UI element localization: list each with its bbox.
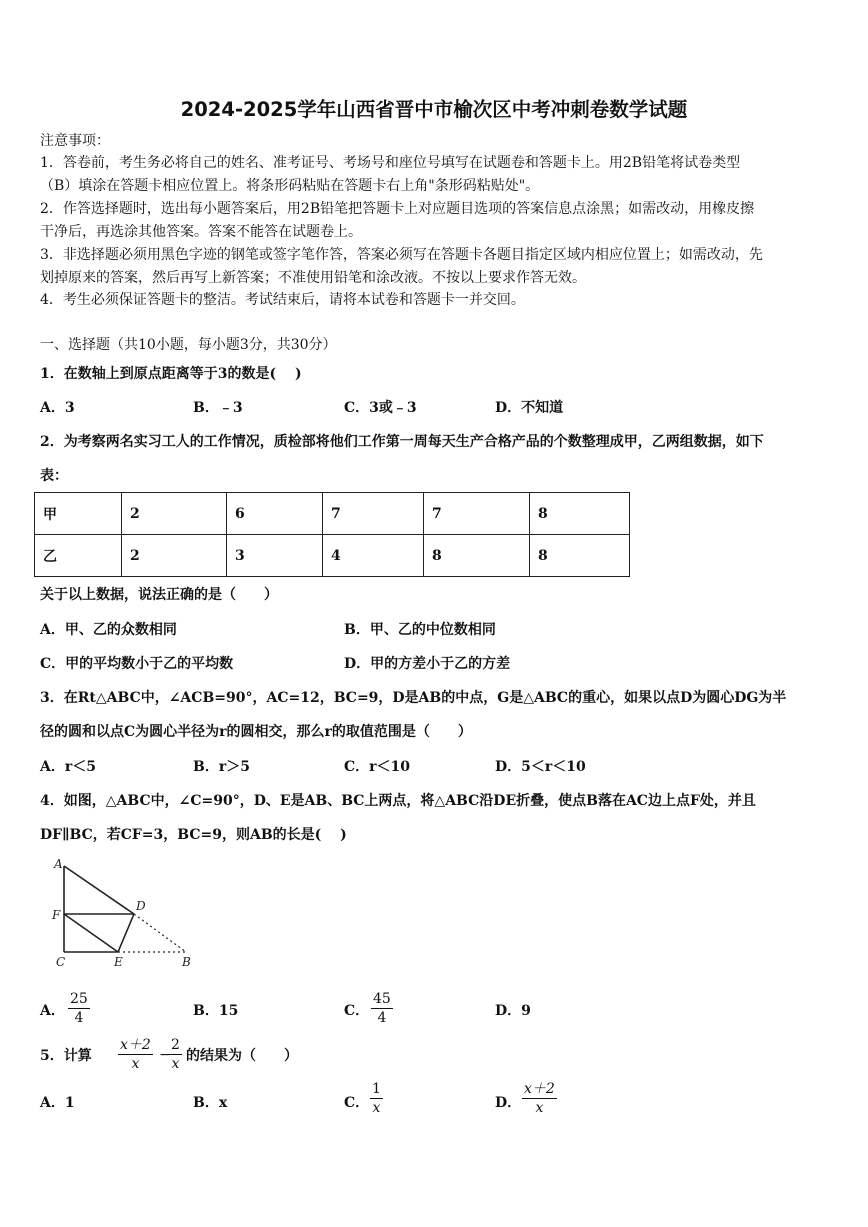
q2-data-table xyxy=(34,492,630,577)
q1-option-c: C．3或﹣3 xyxy=(344,400,417,416)
q5-fraction-2 xyxy=(169,1036,182,1073)
q4-triangle-figure xyxy=(46,856,206,972)
q5-option-d-fraction xyxy=(522,1080,557,1117)
fraction-denominator: 4 xyxy=(377,1010,387,1026)
note-line: 4．考生必须保证答题卡的整洁。考试结束后，请将本试卷和答题卡一并交回。 xyxy=(40,292,525,308)
fraction-numerator: 25 xyxy=(70,991,88,1007)
fraction-numerator: x＋2 xyxy=(120,1037,151,1053)
label-c: C xyxy=(56,955,66,969)
fraction-denominator: x xyxy=(535,1100,544,1116)
note-line: （B）填涂在答题卡相应位置上。将条形码粘贴在答题卡右上角"条形码粘贴处"。 xyxy=(40,178,540,194)
fraction-denominator: x xyxy=(372,1100,381,1116)
section-heading: 一、选择题（共10小题，每小题3分，共30分） xyxy=(40,337,337,353)
q2-option-b: B．甲、乙的中位数相同 xyxy=(344,622,496,638)
table-cell: 乙 xyxy=(35,535,122,577)
q5-option-a: A．1 xyxy=(40,1095,75,1111)
fraction-numerator: 1 xyxy=(372,1081,381,1097)
q5-option-d-label: D． xyxy=(495,1095,522,1111)
q1-stem: 1．在数轴上到原点距离等于3的数是( ) xyxy=(40,366,302,382)
table-cell: 8 xyxy=(530,493,630,535)
fraction-denominator: x xyxy=(131,1056,140,1072)
q4-option-d: D．9 xyxy=(495,1003,531,1019)
q4-option-a-fraction xyxy=(68,990,90,1027)
table-cell: 7 xyxy=(323,493,424,535)
table-cell: 甲 xyxy=(35,493,122,535)
note-line: 划掉原来的答案，然后再写上新答案；不准使用铅笔和涂改液。不按以上要求作答无效。 xyxy=(40,270,586,286)
q5-option-b: B．x xyxy=(193,1095,228,1111)
label-d: D xyxy=(136,899,146,913)
q4-option-c-label: C． xyxy=(344,1003,370,1019)
fraction-numerator: 45 xyxy=(373,991,391,1007)
q4-stem-cont: DF∥BC，若CF=3，BC=9，则AB的长是( ) xyxy=(40,827,347,843)
q4-option-a-label: A． xyxy=(40,1003,65,1019)
note-line: 干净后，再选涂其他答案。答案不能答在试题卷上。 xyxy=(40,224,362,240)
note-line: 3．非选择题必须用黑色字迹的钢笔或签字笔作答，答案必须写在答题卡各题目指定区域内相应位置上；如需改动，先 xyxy=(40,247,763,263)
q1-option-d: D．不知道 xyxy=(495,400,564,416)
q5-suffix: 的结果为（ ） xyxy=(186,1048,298,1064)
q5-option-c-label: C． xyxy=(344,1095,370,1111)
q5-option-c-fraction xyxy=(370,1080,383,1117)
fraction-numerator: x＋2 xyxy=(524,1081,555,1097)
table-row xyxy=(35,535,630,577)
minus-sign: − xyxy=(159,1047,171,1063)
q2-question: 关于以上数据，说法正确的是（ ） xyxy=(40,587,278,603)
table-row xyxy=(35,493,630,535)
table-cell: 2 xyxy=(122,493,227,535)
segment-fe xyxy=(64,914,118,952)
q2-option-c: C．甲的平均数小于乙的平均数 xyxy=(40,656,234,672)
segment-de xyxy=(118,914,134,952)
q5-prefix: 5．计算 xyxy=(40,1048,92,1064)
side-ad xyxy=(64,866,134,914)
q1-option-b: B．﹣3 xyxy=(193,400,243,416)
label-e: E xyxy=(114,955,123,969)
note-line: 2．作答选择题时，选出每小题答案后，用2B铅笔把答题卡上对应题目选项的答案信息点涂黑；如需改动，用橡皮擦 xyxy=(40,201,755,217)
q4-stem: 4．如图，△ABC中，∠C=90°，D、E是AB、BC上两点，将△ABC沿DE折叠，使点B落在AC边上点F处，并且 xyxy=(40,793,756,809)
q2-stem: 2．为考察两名实习工人的工作情况，质检部将他们工作第一周每天生产合格产品的个数整理成甲，乙两组数据，如下 xyxy=(40,434,764,450)
fraction-denominator: 4 xyxy=(74,1010,84,1026)
table-cell: 6 xyxy=(227,493,323,535)
exam-title: 2024-2025学年山西省晋中市榆次区中考冲刺卷数学试题 xyxy=(180,98,688,121)
q4-option-b: B．15 xyxy=(193,1003,239,1019)
label-f: F xyxy=(52,908,61,922)
label-a: A xyxy=(54,857,63,871)
notes-heading: 注意事项： xyxy=(40,133,110,149)
q3-option-a: A．r＜5 xyxy=(40,759,96,775)
q3-stem-cont: 径的圆和以点C为圆心半径为r的圆相交，那么r的取值范围是（ ） xyxy=(40,724,472,740)
table-cell: 8 xyxy=(530,535,630,577)
q3-option-c: C．r＜10 xyxy=(344,759,411,775)
q2-stem-cont: 表： xyxy=(40,468,68,484)
q3-option-b: B．r＞5 xyxy=(193,759,250,775)
label-b: B xyxy=(182,955,191,969)
note-line: 1．答卷前，考生务必将自己的姓名、准考证号、考场号和座位号填写在试题卷和答题卡上。用2B铅笔将试卷类型 xyxy=(40,155,741,171)
table-cell: 7 xyxy=(424,493,530,535)
q2-option-d: D．甲的方差小于乙的方差 xyxy=(344,656,511,672)
table-cell: 3 xyxy=(227,535,323,577)
table-cell: 4 xyxy=(323,535,424,577)
fraction-denominator: x xyxy=(171,1056,180,1072)
q1-option-a: A．3 xyxy=(40,400,75,416)
q5-fraction-1 xyxy=(118,1036,153,1073)
q3-option-d: D．5＜r＜10 xyxy=(495,759,586,775)
q2-option-a: A．甲、乙的众数相同 xyxy=(40,622,177,638)
dashed-db xyxy=(134,914,186,952)
q4-option-c-fraction xyxy=(371,990,393,1027)
fraction-numerator: 2 xyxy=(171,1037,180,1053)
table-cell: 2 xyxy=(122,535,227,577)
q3-stem: 3．在Rt△ABC中，∠ACB=90°，AC=12，BC=9，D是AB的中点，G是△ABC的重心，如果以点D为圆心DG为半 xyxy=(40,690,787,706)
table-cell: 8 xyxy=(424,535,530,577)
